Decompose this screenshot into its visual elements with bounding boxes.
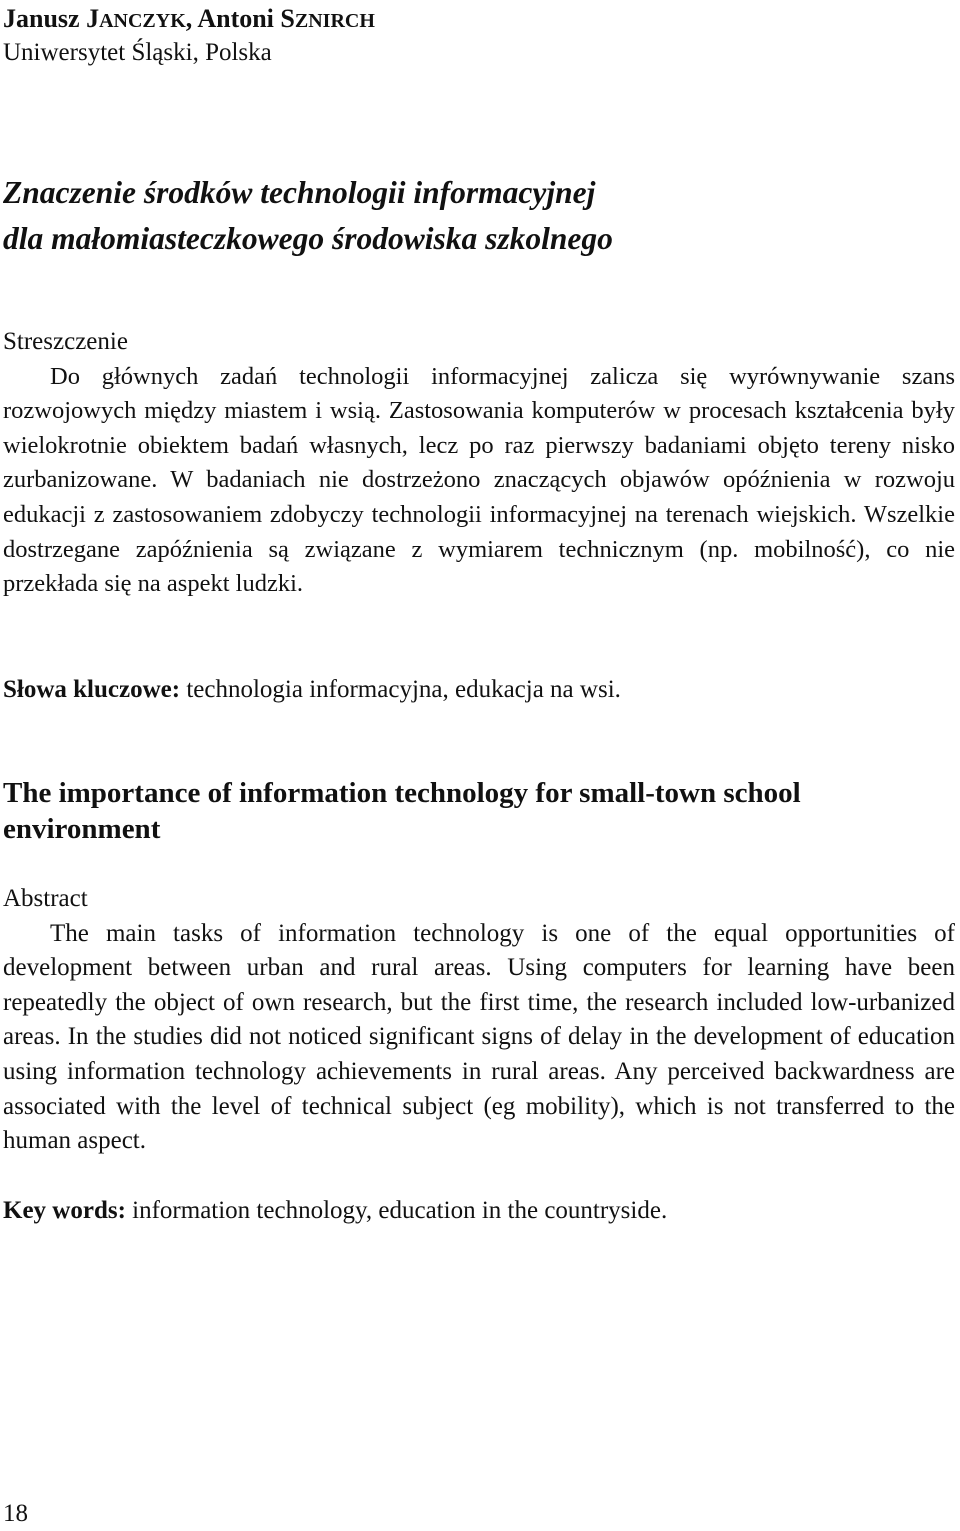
author-names (3, 2, 375, 38)
polish-title-line2: dla małomiasteczkowego środowiska szkolnego (3, 221, 613, 256)
author1-first-name: Janusz (3, 4, 87, 33)
english-keywords-label: Key words: (3, 1197, 126, 1224)
author1-last-name-rest: ANCZYK (99, 10, 186, 32)
english-abstract-text: The main tasks of information technology is one of the equal opportunities of development between urban and rural areas. Using computers for learning have been repeatedly the object of own research, but the first time, the research included low-urbanized areas. In the studies did not noticed significant signs of delay in the development of education using information technology achievements in rural areas. Any perceived backwardness are associated with the level of technical subject (eg mobility), which is not transferred to the human aspect. (3, 919, 955, 1155)
english-title-line1: The importance of information technology for small-town school (3, 777, 801, 809)
polish-title (3, 170, 955, 262)
polish-keywords (3, 673, 621, 707)
polish-abstract (3, 325, 955, 602)
polish-title-line1: Znaczenie środków technologii informacyjnej (3, 175, 596, 210)
polish-keywords-text: technologia informacyjna, edukacja na wsi. (180, 676, 621, 703)
english-keywords (3, 1194, 667, 1228)
english-title-line2: environment (3, 813, 161, 845)
author1-last-name-initial: J (86, 4, 100, 33)
polish-keywords-label: Słowa kluczowe: (3, 676, 181, 703)
affiliation: Uniwersytet Śląski, Polska (3, 39, 272, 66)
author-separator: , (185, 4, 198, 33)
polish-abstract-heading: Streszczenie (3, 328, 128, 355)
author2-first-name: Antoni (197, 4, 281, 33)
english-abstract-heading: Abstract (3, 885, 88, 912)
author2-last-name-rest: ZNIRCH (294, 10, 375, 32)
english-keywords-text: information technology, education in the countryside. (125, 1197, 668, 1224)
polish-abstract-text: Do głównych zadań technologii informacyjnej zalicza się wyrównywanie szans rozwojowych między miastem i wsią. Zastosowania komputerów w procesach kształcenia były wielokrotnie obiektem badań własnych, lecz po raz pierwszy badaniami objęto tereny nisko zurbanizowane. W badaniach nie dostrzeżono znaczących objawów opóźnienia w rozwoju edukacji z zastosowaniem zdobyczy technologii informacyjnej na terenach wiejskich. Wszelkie dostrzegane zapóźnienia są związane z wymiarem technicznym (np. mobilność), co nie przekłada się na aspekt ludzki. (3, 362, 955, 598)
english-abstract (3, 882, 955, 1159)
author2-last-name-initial: S (280, 4, 295, 33)
page-number: 18 (3, 1500, 28, 1527)
english-title (3, 775, 955, 847)
